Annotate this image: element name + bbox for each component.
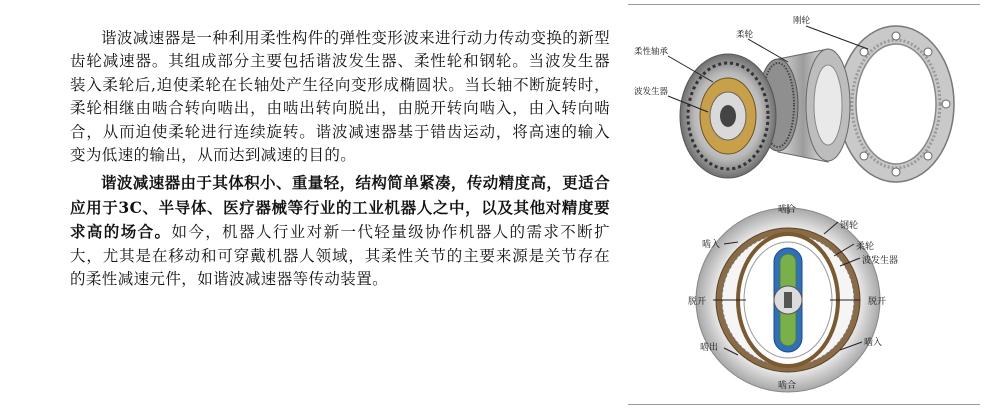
figure-bottom-rule [628,404,980,405]
article-text [70,27,610,291]
exploded-view-illustration [628,4,980,198]
paragraph-2-bold: 谐波减速器由于其体积小、重量轻，结构简单紧凑，传动精度高，更适合应用于3C、半导体、医疗器械等行业的工业机器人之中，以及其他对精度要求高的场合。 [70,173,610,242]
figure-meshing-diagram [628,200,980,407]
paragraph-2 [70,171,610,291]
label-wave-generator: 波发生器 [634,87,669,97]
wave-generator-cam [774,248,802,352]
figure-top-rule [628,4,980,5]
paragraph-1: 谐波减速器是一种利用柔性构件的弹性变形波来进行动力传动变换的新型齿轮减速器。其组成部分主要包括谐波发生器、柔性轮和钢轮。当波发生器装入柔轮后,迫使柔轮在长轴处产生径向变形成椭圆状。当长轴不断旋转时，柔轮相继由啮合转向啮出，由啮出转向脱出，由脱开转向啮入，由入转向啮合，从而迫使柔轮进行连续旋转。谐波减速器基于错齿运动，将高速的输入变为低速的输出，从而达到减速的目的。 [70,29,610,165]
label-mesh-top: 啮合 [778,205,797,215]
label-flexspline: 柔轮 [856,242,875,252]
meshing-diagram-illustration [628,200,980,407]
label-mesh-bottom: 啮合 [778,381,797,391]
circular-spline-shape [838,26,954,182]
label-circular-spline: 刚轮 [793,16,811,26]
figure-exploded-view [628,4,980,198]
paragraph-2-rest: 如今，机器人行业对新一代轻量级协作机器人的需求不断扩大，尤其是在移动和可穿戴机器人领域，其柔性关节的主要来源是关节存在的柔性减速元件，如谐波减速器等传动装置。 [70,223,610,289]
label-flexspline: 柔轮 [736,30,754,40]
label-wave-generator: 波发生器 [862,256,899,266]
label-steel-wheel: 钢轮 [840,221,859,231]
label-mesh-in-right: 啮入 [864,338,883,348]
label-mesh-out: 啮出 [700,343,719,353]
label-disengage-left: 脱开 [688,297,707,307]
label-disengage-right: 脱开 [868,297,887,307]
label-flexible-bearing: 柔性轴承 [634,47,669,57]
label-mesh-in-left: 啮入 [702,240,721,250]
wave-generator-shape [680,54,776,178]
